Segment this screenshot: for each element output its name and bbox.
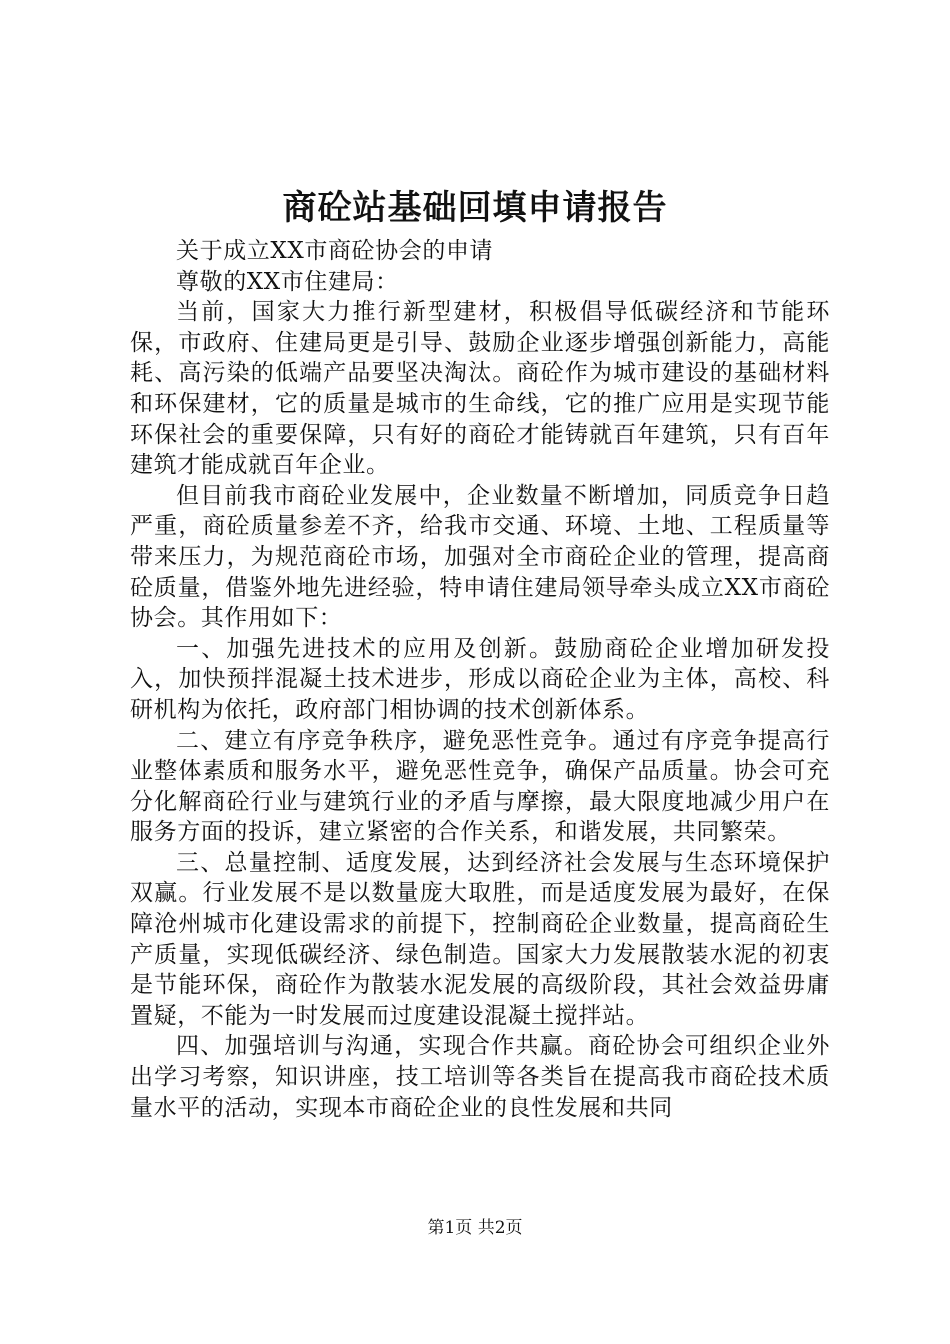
paragraph-point-2: 二、建立有序竞争秩序，避免恶性竞争。通过有序竞争提高行业整体素质和服务水平，避免恶性竞争，确保产品质量。协会可充分化解商砼行业与建筑行业的矛盾与摩擦，最大限度地减少用户在服务方面的投诉，建立紧密的合作关系，和谐发展，共同繁荣。 — [130, 727, 830, 846]
paragraph-point-4: 四、加强培训与沟通，实现合作共赢。商砼协会可组织企业外出学习考察，知识讲座，技工培训等各类旨在提高我市商砼技术质量水平的活动，实现本市商砼企业的良性发展和共同 — [130, 1033, 830, 1121]
page-number: 第1页 共2页 — [427, 1218, 523, 1238]
paragraph-point-1: 一、加强先进技术的应用及创新。鼓励商砼企业增加研发投入，加快预拌混凝土技术进步，形成以商砼企业为主体，高校、科研机构为依托，政府部门相协调的技术创新体系。 — [130, 635, 830, 723]
document-body — [130, 236, 830, 1123]
paragraph-intro: 当前，国家大力推行新型建材，积极倡导低碳经济和节能环保，市政府、住建局更是引导、鼓励企业逐步增强创新能力，高能耗、高污染的低端产品要坚决淘汰。商砼作为城市建设的基础材料和环保建材，它的质量是城市的生命线，它的推广应用是实现节能环保社会的重要保障，只有好的商砼才能铸就百年建筑，只有百年建筑才能成就百年企业。 — [130, 299, 830, 479]
document-title: 商砼站基础回填申请报告 — [282, 188, 668, 228]
paragraph-subject: 关于成立XX市商砼协会的申请 — [176, 238, 494, 264]
paragraph-point-3: 三、总量控制、适度发展，达到经济社会发展与生态环境保护双赢。行业发展不是以数量庞大取胜，而是适度发展为最好，在保障沧州城市化建设需求的前提下，控制商砼企业数量，提高商砼生产质量，实现低碳经济、绿色制造。国家大力发展散装水泥的初衷是节能环保，商砼作为散装水泥发展的高级阶段，其社会效益毋庸置疑，不能为一时发展而过度建设混凝土搅拌站。 — [130, 849, 830, 1029]
paragraph-salutation: 尊敬的XX市住建局： — [176, 268, 399, 295]
paragraph-situation: 但目前我市商砼业发展中，企业数量不断增加，同质竞争日趋严重，商砼质量参差不齐，给我市交通、环境、土地、工程质量等带来压力，为规范商砼市场，加强对全市商砼企业的管理，提高商砼质量，借鉴外地先进经验，特申请住建局领导牵头成立XX市商砼协会。其作用如下： — [130, 482, 830, 632]
